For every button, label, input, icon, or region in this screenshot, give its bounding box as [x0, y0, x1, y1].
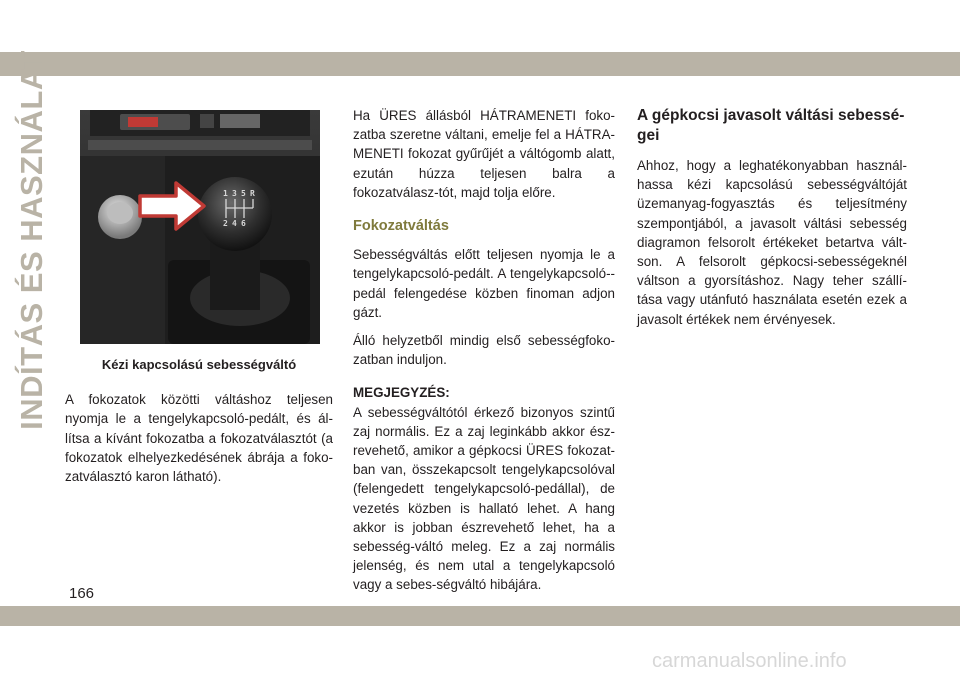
column-middle [353, 106, 615, 595]
note-label: MEGJEGYZÉS: [353, 385, 450, 401]
gear-shifter-photo [80, 110, 320, 344]
gear-label-6: 6 [241, 219, 246, 228]
gear-label-1: 1 [223, 189, 228, 198]
bottom-band [0, 606, 960, 626]
note-text: A sebességváltótól érkező bizonyos szintű zaj normális. Ez a zaj leginkább akkor ész-revehető, amikor a gépkocsi ÜRES fokozat-ban van, összekapcsolt tengelykapcsolóval (felengedett tengelykapcsoló-pedállal), de vezetés közben is hallató lehet. A hang akkor is jobban észrevehető lehet, ha a sebesség-váltó meleg. Ez a zaj normális jelenség, és nem utal a tengelykapcsoló vagy a sebes-ségváltó hibájára. [353, 404, 615, 593]
section-heading: A gépkocsi javasolt váltási sebessé-gei [637, 107, 905, 144]
gear-label-4: 4 [232, 219, 237, 228]
page-number: 166 [69, 585, 95, 602]
paragraph: Ahhoz, hogy a leghatékonyabban használ-hassa kézi kapcsolású sebességváltóját üzemanyag-fogyasztás és teljesítmény szempontjából, a javasolt váltási sebesség diagramon felsorolt értékeket betartva vált-son. A felsorolt gépkocsi-sebességeknél váltson a gyorsításhoz. Nagy teher szállí-tása vagy utánfutó használata esetén ezek a javasolt értékek nem érvényesek. [637, 158, 907, 327]
column-right [637, 106, 907, 329]
paragraph: Sebességváltás előtt teljesen nyomja le a tengelykapcsoló-pedált. A tengelykapcsoló--pedál felengedése közben finoman adjon gázt. [353, 247, 615, 320]
chapter-side-title: INDÍTÁS ÉS HASZNÁLAT [14, 50, 50, 430]
gear-label-r: R [250, 189, 255, 198]
paragraph: Álló helyzetből mindig első sebességfoko-zatban induljon. [353, 333, 615, 368]
figure-caption: Kézi kapcsolású sebességváltó [101, 357, 297, 372]
watermark-text: carmanualsonline.info [652, 650, 847, 672]
gear-label-2: 2 [223, 219, 228, 228]
paragraph: A fokozatok közötti váltáshoz teljesen nyomja le a tengelykapcsoló-pedált, és ál-lítsa a kívánt fokozatba a fokozatválasztót (a fokozatok elhelyezkedésének ábrája a foko-zatválasztó karon látható). [65, 392, 333, 485]
column-left [65, 110, 333, 486]
paragraph: Ha ÜRES állásból HÁTRAMENETI foko-zatba szeretne váltani, emelje fel a HÁTRA-MENETI fokozat gyűrűjét a váltógomb alatt, ezután húzza teljesen balra a fokozatválasz-tót, majd tolja előre. [353, 108, 615, 200]
gear-label-3: 3 [232, 189, 237, 198]
section-heading: Fokozatváltás [353, 218, 449, 235]
top-band [0, 52, 960, 76]
gear-label-5: 5 [241, 189, 246, 198]
